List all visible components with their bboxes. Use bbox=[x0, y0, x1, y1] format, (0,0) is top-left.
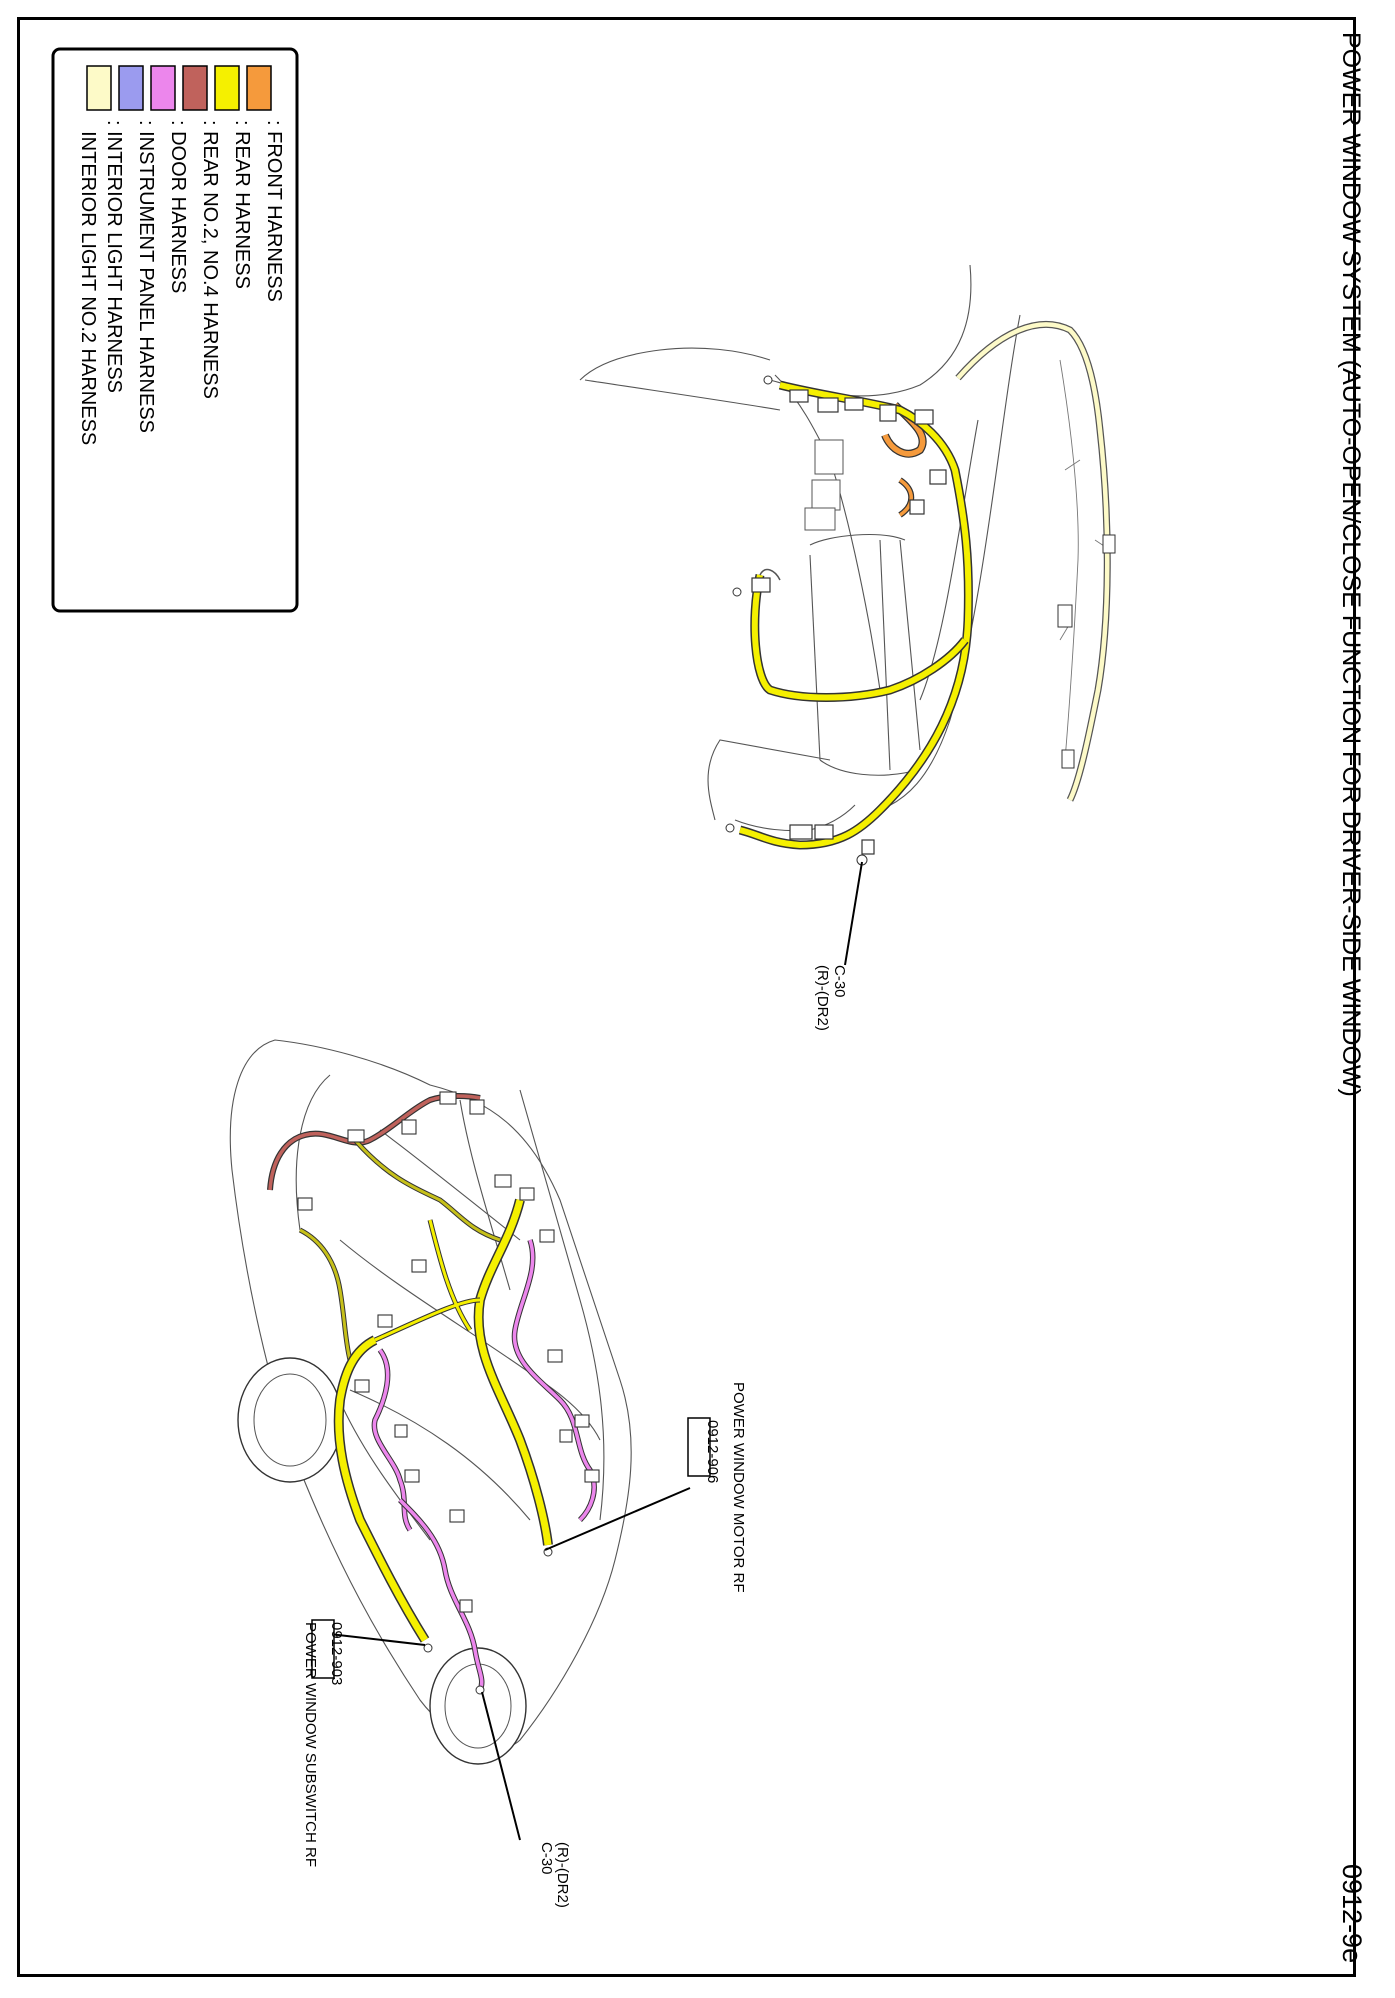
page-title: POWER WINDOW SYSTEM (AUTO-OPEN/CLOSE FUNCTION FOR DRIVER-SIDE WINDOW) bbox=[1337, 32, 1365, 1097]
legend-label-interior-light: : INTERIOR LIGHT HARNESS bbox=[103, 120, 125, 394]
callout-motor-code: 0912-906 bbox=[704, 1420, 721, 1484]
legend-swatch-rear bbox=[215, 66, 239, 110]
legend-swatch-front bbox=[247, 66, 271, 110]
page-code: 0912-9e bbox=[1337, 1864, 1367, 1964]
legend-label-door: : DOOR HARNESS bbox=[167, 120, 189, 294]
legend-swatch-door bbox=[151, 66, 175, 110]
legend-swatch-instrument-panel bbox=[119, 66, 143, 110]
legend-label-interior-light-no2: INTERIOR LIGHT NO.2 HARNESS bbox=[77, 120, 99, 446]
callout-c30-top-sub: (R)-(DR2) bbox=[814, 965, 831, 1031]
legend-label-instrument-panel: : INSTRUMENT PANEL HARNESS bbox=[135, 120, 157, 434]
callout-c30-bottom-sub: (R)-(DR2) bbox=[554, 1842, 571, 1908]
callout-c30-bottom-code: C-30 bbox=[538, 1842, 555, 1875]
callout-subswitch-label: POWER WINDOW SUBSWITCH RF bbox=[302, 1622, 319, 1867]
legend-swatch-interior-light bbox=[87, 66, 111, 110]
callout-c30-top-code: C-30 bbox=[831, 965, 848, 998]
vehicle-harness-view bbox=[230, 1040, 690, 1840]
interior-harness-view bbox=[580, 265, 1115, 965]
legend bbox=[53, 49, 297, 611]
legend-label-rear: : REAR HARNESS bbox=[231, 120, 253, 289]
callout-motor-label: POWER WINDOW MOTOR RF bbox=[730, 1382, 747, 1593]
callout-subswitch-code: 0912-903 bbox=[328, 1622, 345, 1686]
legend-label-front: : FRONT HARNESS bbox=[263, 120, 285, 302]
legend-swatch-rear-no2-no4 bbox=[183, 66, 207, 110]
legend-label-rear-no2-no4: : REAR NO.2, NO.4 HARNESS bbox=[199, 120, 221, 399]
